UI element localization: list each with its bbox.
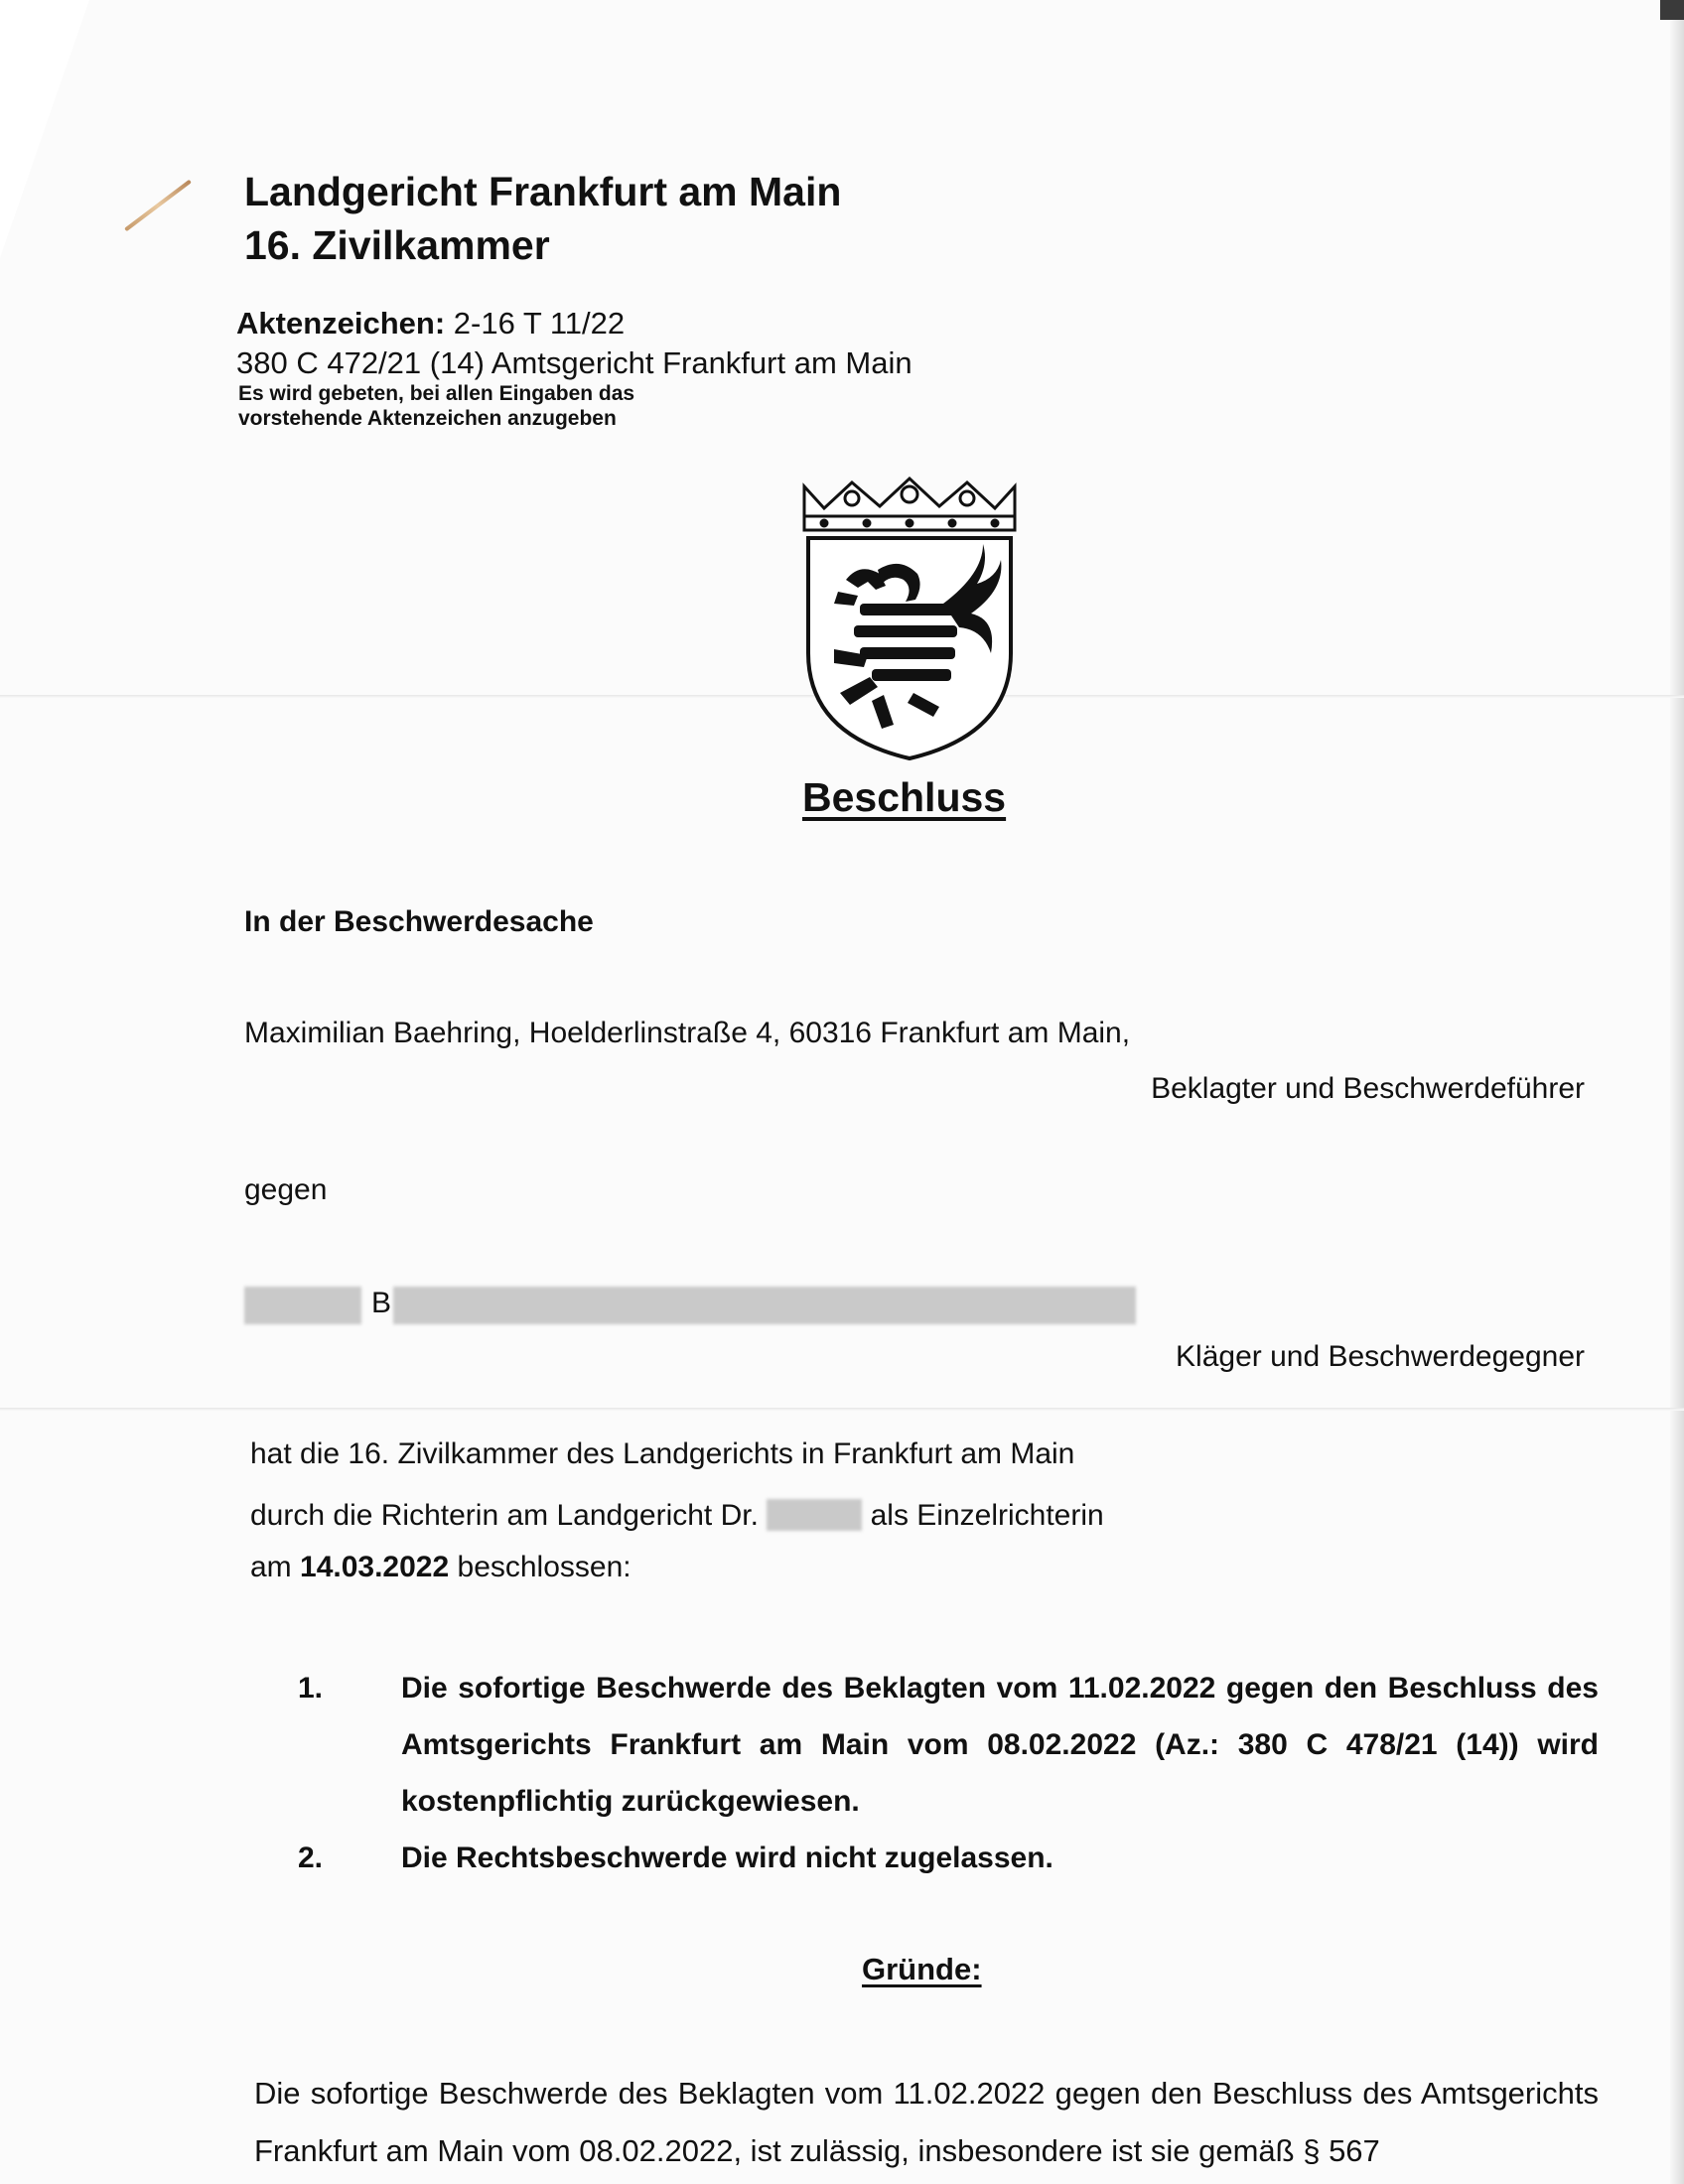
ruling-item: [298, 1830, 1599, 1886]
redacted-block: [393, 1287, 1136, 1324]
note-line-2: vorstehende Aktenzeichen anzugeben: [238, 407, 617, 430]
case-heading: In der Beschwerdesache: [244, 905, 594, 938]
reference-note: [238, 381, 634, 431]
gegen-label: gegen: [244, 1173, 328, 1206]
reasons-paragraph: Die sofortige Beschwerde des Beklagten vom 11.02.2022 gegen den Beschluss des Amtsgerichts Frankfurt am Main vom 08.02.2022, ist zulässig, insbesondere ist sie gemäß § 567: [254, 2076, 1599, 2168]
intro-am: am: [250, 1551, 301, 1583]
intro-beschlossen: beschlossen:: [449, 1551, 632, 1583]
party-1-address: Maximilian Baehring, Hoelderlinstraße 4, 60316 Frankfurt am Main,: [244, 1017, 1131, 1049]
intro-role-text: als Einzelrichterin: [870, 1499, 1104, 1532]
rulings-list: [298, 1660, 1599, 1886]
ruling-item: [298, 1660, 1599, 1830]
staple-mark: [124, 180, 192, 232]
az-value: 2-16 T 11/22: [445, 306, 626, 341]
note-line-1: Es wird gebeten, bei allen Eingaben das: [238, 382, 635, 405]
ruling-number: 2.: [298, 1842, 324, 1874]
fold-line: [0, 1408, 1684, 1411]
folded-corner: [0, 0, 89, 258]
intro-judge-text: durch die Richterin am Landgericht Dr.: [250, 1499, 768, 1532]
party-1-role: Beklagter und Beschwerdeführer: [1151, 1072, 1585, 1105]
intro-line-1: hat die 16. Zivilkammer des Landgerichts in Frankfurt am Main: [250, 1437, 1075, 1470]
hesse-coat-of-arms-icon: [794, 475, 1025, 762]
file-reference: [236, 304, 912, 383]
court-name: [244, 165, 841, 272]
scan-edge: [1660, 0, 1684, 20]
redacted-block: [244, 1287, 361, 1324]
court-line-1: Landgericht Frankfurt am Main: [244, 169, 842, 214]
court-line-2: 16. Zivilkammer: [244, 222, 550, 268]
intro-line-3: [250, 1551, 632, 1584]
decision-date: 14.03.2022: [300, 1551, 450, 1583]
party-2-name-prefix: B: [371, 1287, 392, 1319]
intro-line-2: [250, 1493, 1104, 1533]
redacted-judge-name: [767, 1499, 862, 1531]
party-2-role: Kläger und Beschwerdegegner: [1176, 1340, 1585, 1373]
page-edge: [1670, 0, 1684, 2184]
document-title: Beschluss: [802, 774, 1007, 820]
ruling-text: Die sofortige Beschwerde des Beklagten vom 11.02.2022 gegen den Beschluss des Amtsgerichts Frankfurt am Main vom 08.02.2022 (Az.: 380 C 478/21 (14)) wird kostenpflichtig zurückgewiesen.: [401, 1672, 1599, 1818]
reasons-heading: Gründe:: [862, 1952, 982, 1986]
ruling-number: 1.: [298, 1672, 324, 1705]
ruling-text: Die Rechtsbeschwerde wird nicht zugelassen.: [401, 1842, 1053, 1874]
az-label: Aktenzeichen:: [236, 306, 446, 341]
az-lower-court: 380 C 472/21 (14) Amtsgericht Frankfurt am Main: [236, 345, 912, 380]
